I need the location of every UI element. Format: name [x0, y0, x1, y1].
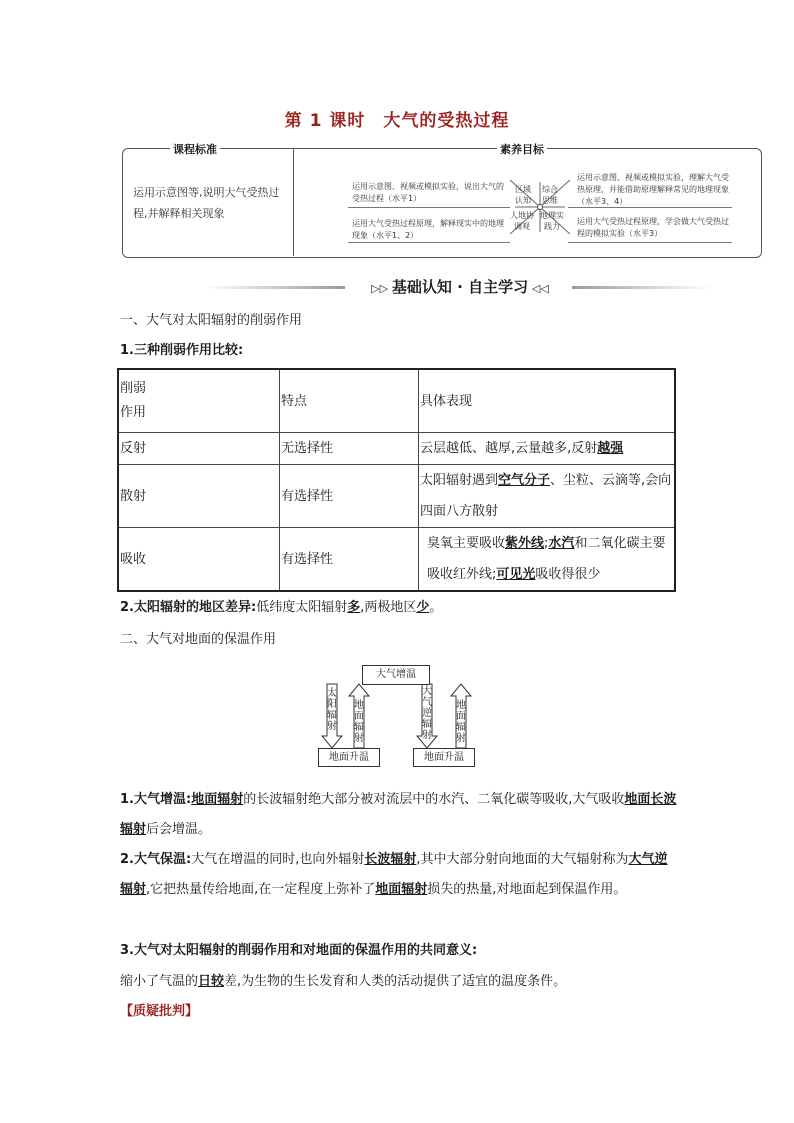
table-header-row	[118, 369, 675, 433]
goal-line	[568, 207, 732, 208]
table-cell: 吸收	[118, 528, 280, 592]
table-cell: 云层越低、越厚,云量越多,反射越强	[419, 433, 676, 465]
goal-core-synthesis: 综合思维	[542, 185, 558, 205]
section1-sub1: 1.三种削弱作用比较:	[120, 343, 244, 358]
goal-line	[348, 242, 510, 243]
course-standard-text: 运用示意图等,说明大气受热过程,并解释相关现象	[133, 186, 280, 220]
standard-divider	[293, 148, 294, 256]
diagram-atmosphere-box: 大气增温	[362, 665, 430, 685]
section2-p3: 3.大气对太阳辐射的削弱作用和对地面的保温作用的共同意义:	[120, 943, 478, 958]
band-line-left	[205, 286, 345, 289]
band-line-right	[572, 286, 712, 289]
table-cell: 太阳辐射遇到空气分子、尘粒、云滴等,会向四面八方散射	[419, 465, 676, 528]
arrow-label-counter: 大气逆辐射	[422, 686, 432, 741]
section2-p2: 2.大气保温:大气在增温的同时,也向外辐射长波辐射,其中大部分射向地面的大气辐射称为大气逆辐射,它把热量传给地面,在一定程度上弥补了地面辐射损失的热量,对地面起到保温作用。	[120, 852, 668, 897]
section1-heading: 一、大气对太阳辐射的削弱作用	[120, 313, 303, 328]
attenuation-table	[117, 368, 676, 592]
table-cell: 臭氧主要吸收紫外线;水汽和二氧化碳主要吸收红外线;可见光吸收得很少	[419, 528, 676, 592]
lesson-number: 第 1 课时	[284, 111, 366, 131]
goal-core-harmony: 人地协调观	[510, 211, 534, 231]
literacy-goals-label: 素养目标	[497, 141, 547, 157]
table-header-cell: 削弱作用	[118, 369, 280, 433]
table-header-cell: 特点	[280, 369, 419, 433]
section-band: ▷▷ 基础认知 · 自主学习 ◁◁	[371, 278, 549, 296]
arrow-label-ground: 地面辐射	[354, 700, 364, 744]
section2-p1: 1.大气增温:地面辐射的长波辐射绝大部分被对流层中的水汽、二氧化碳等吸收,大气吸收地面长波辐射后会增温。	[120, 792, 677, 837]
diagram-ground-box-left: 地面升温	[318, 748, 380, 767]
goal-line	[348, 207, 510, 208]
lesson-title: 大气的受热过程	[383, 111, 510, 131]
goal-left-bottom: 运用大气受热过程原理，解释现实中的地理现象（水平1、2）	[352, 219, 504, 240]
course-standard-label: 课程标准	[170, 141, 220, 157]
table-header-cell: 具体表现	[419, 369, 676, 433]
section1-sub2: 2.太阳辐射的地区差异:低纬度太阳辐射多,两极地区少。	[120, 600, 443, 615]
arrow-label-solar: 太阳辐射	[327, 688, 337, 732]
table-cell: 反射	[118, 433, 280, 465]
section2-p4: 缩小了气温的日较差,为生物的生长发育和人类的活动提供了适宜的温度条件。	[120, 974, 567, 989]
table-row	[118, 528, 675, 592]
table-cell: 无选择性	[280, 433, 419, 465]
goal-left-top: 运用示意图、视频或模拟实验，说出大气的受热过程（水平1）	[352, 182, 504, 203]
table-row	[118, 433, 675, 465]
goal-core-regional: 区域认知	[515, 185, 531, 205]
goal-line	[568, 242, 732, 243]
goal-right-bottom: 运用大气受热过程原理，学会做大气受热过程的模拟实验（水平3）	[577, 217, 729, 238]
section2-heading: 二、大气对地面的保温作用	[120, 632, 277, 647]
table-cell: 有选择性	[280, 465, 419, 528]
page-title	[0, 106, 794, 131]
table-row	[118, 465, 675, 528]
critique-label: 【质疑批判】	[120, 1004, 199, 1019]
goal-right-top: 运用示意图、视频或模拟实验，理解大气受热原理，并能借助原理解释常见的地理现象（水平3、4）	[577, 173, 729, 206]
table-cell: 散射	[118, 465, 280, 528]
arrow-label-ground-2: 地面辐射	[456, 700, 466, 744]
goal-core-practice: 地理实践力	[540, 211, 564, 231]
diagram-ground-box-right: 地面升温	[413, 748, 475, 767]
table-cell: 有选择性	[280, 528, 419, 592]
